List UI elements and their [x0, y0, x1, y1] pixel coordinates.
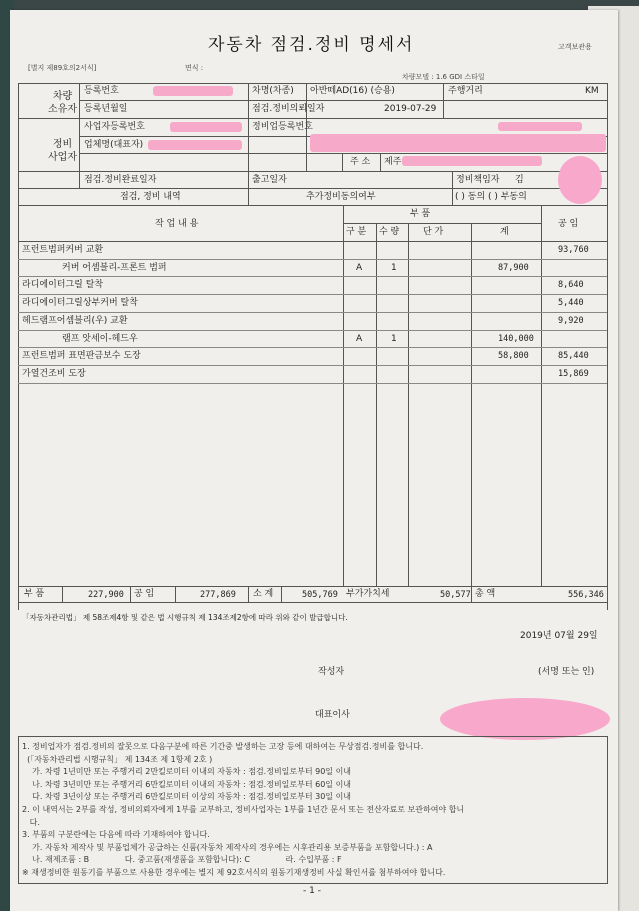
- shop-no-label: 정비업등록번호: [252, 122, 313, 132]
- grid-line: [443, 83, 444, 118]
- sign-label: (서명 또는 인): [538, 667, 595, 677]
- shop-section-label: 정비 사업자: [48, 139, 77, 163]
- labor-header: 공 임: [558, 219, 579, 229]
- redacted-stamp: [558, 156, 602, 204]
- issue-date: 2019년 07월 29일: [520, 631, 598, 641]
- grid-line: [541, 205, 542, 586]
- grid-line: [380, 153, 381, 171]
- request-date-label: 점검.정비의뢰일자: [252, 104, 325, 114]
- redacted-reg-no: [153, 86, 233, 96]
- item-labor: 8,640: [558, 280, 584, 290]
- row-line: [18, 347, 607, 348]
- frame-line: [607, 83, 608, 610]
- item-work: 라디에이터그릴 탈착: [22, 280, 104, 290]
- row-line: [18, 312, 607, 313]
- note-line: 가. 자동차 제작사 및 부품업체가 공급하는 신품(자동차 제작사의 경우에는 시후관리용 보증부품을 포함합니다.) : A: [22, 842, 433, 852]
- frame-line: [18, 83, 608, 84]
- redacted-signature: [440, 698, 610, 740]
- seal-label: 면식 :: [185, 64, 204, 72]
- item-total: 87,900: [498, 263, 529, 273]
- address-label: 주 소: [350, 157, 371, 167]
- biz-no-label: 사업자등록번호: [84, 122, 145, 132]
- grid-line: [79, 153, 607, 154]
- subtotal-value: 505,769: [302, 590, 338, 600]
- item-work: 커버 어셈블리-프론트 범퍼: [62, 263, 167, 273]
- law-text: 「자동차관리법」 제 58조제4항 및 같은 법 시행규칙 제 134조제2항에 따라 위와 같이 발급합니다.: [22, 613, 348, 622]
- grid-line: [607, 736, 608, 883]
- grid-line: [18, 188, 607, 189]
- grid-line: [376, 223, 377, 586]
- grid-line: [18, 602, 607, 603]
- note-line: 3. 부품의 구분란에는 다음에 따라 기재하여야 합니다.: [22, 830, 210, 840]
- owner-section-label: 차량 소유자: [48, 91, 77, 115]
- grand-total-label: 총 액: [475, 589, 496, 599]
- item-work: 프런트범퍼커버 교환: [22, 245, 104, 255]
- extra-work-label: 추가정비동의여부: [306, 192, 376, 202]
- row-line: [18, 330, 607, 331]
- note-line: 다.: [22, 817, 40, 827]
- note-line: 2. 이 내역서는 2부를 작성, 정비의뢰자에게 1부를 교부하고, 정비사업자는 1부를 1년간 문서 또는 전산자료로 보관하여야 합니: [22, 805, 465, 814]
- grid-line: [343, 205, 344, 586]
- item-qty: 1: [391, 334, 397, 344]
- total-labor-value: 277,869: [200, 590, 236, 600]
- grid-line: [18, 736, 19, 883]
- grid-line: [281, 586, 282, 602]
- item-total: 58,800: [498, 351, 529, 361]
- vat-label: 부가가치세: [346, 589, 390, 599]
- extra-work-consent: ( ) 동의 ( ) 부동의: [455, 192, 527, 202]
- car-name-label: 차명(차종): [252, 86, 294, 96]
- mechanic-value: 김: [515, 175, 524, 185]
- car-model-note: 차량모델 : 1.6 GDI 스타일: [402, 73, 485, 81]
- item-work: 램프 앗세이-헤드우: [62, 334, 138, 344]
- item-work: 헤드램프어셈블리(우) 교환: [22, 316, 128, 326]
- grid-line: [130, 586, 131, 602]
- mileage-label: 주행거리: [448, 86, 483, 96]
- grid-line: [471, 586, 472, 602]
- item-qty: 1: [391, 263, 397, 273]
- work-header: 작 업 내 용: [155, 219, 199, 229]
- grid-line: [18, 118, 607, 119]
- item-labor: 93,760: [558, 245, 589, 255]
- copy-type: 고객보관용: [558, 43, 592, 51]
- sub-header-qty: 수 량: [379, 227, 400, 237]
- grid-line: [18, 171, 607, 172]
- grid-line: [79, 100, 607, 101]
- grid-line: [343, 223, 541, 224]
- grid-line: [18, 241, 607, 242]
- invoice-sheet: [10, 10, 618, 911]
- note-line: 나. 재제조품 : B 다. 중고품(재생품을 포함합니다): C 라. 수입부품 : F: [22, 855, 342, 865]
- redacted-shop-no: [498, 122, 582, 131]
- ceo-label: 대표이사: [315, 710, 350, 720]
- sub-header-kind: 구 분: [346, 227, 367, 237]
- reg-no-label: 등록번호: [84, 86, 119, 96]
- page-number: - 1 -: [303, 886, 321, 896]
- note-line: ※ 재생정비한 원동기를 부품으로 사용한 경우에는 별지 제 92호서식의 원동기재생정비 사실 확인서를 첨부하여야 합니다.: [22, 868, 446, 877]
- grid-line: [248, 586, 249, 602]
- grid-line: [18, 883, 608, 884]
- note-line: 가. 차령 1년미만 또는 주행거리 2만킬로미터 이내의 자동차 : 점검.정비일로부터 90일 이내: [22, 767, 352, 777]
- sub-header-total: 계: [500, 227, 509, 237]
- shop-name-label: 업체명(대표자): [84, 140, 144, 150]
- reg-date-label: 등록년월일: [84, 104, 128, 114]
- redacted-shop-detail: [310, 134, 606, 152]
- note-line: 1. 정비업자가 점검.정비의 잘못으로 다음구분에 따른 기간중 발생하는 고장 등에 대하여는 무상점검.정비를 합니다.: [22, 742, 424, 751]
- mileage-unit: KM: [585, 86, 599, 96]
- writer-label: 작성자: [318, 667, 345, 677]
- background-top: [0, 0, 639, 10]
- item-labor: 85,440: [558, 351, 589, 361]
- row-line: [18, 383, 607, 384]
- grid-line: [452, 171, 453, 205]
- grid-line: [342, 153, 343, 171]
- redacted-shop-name: [148, 140, 242, 150]
- grid-line: [62, 586, 63, 602]
- total-parts-label: 부 품: [24, 589, 45, 599]
- item-kind: A: [356, 263, 363, 273]
- note-line: (「자동차관리법 시행규칙」 제 134조 제 1항제 2호 ): [22, 754, 213, 764]
- item-work: 가열건조비 도장: [22, 369, 86, 379]
- form-number: [별지 제89호의2서식]: [28, 64, 97, 72]
- note-line: 다. 차령 3년이상 또는 주행거리 6만킬로미터 이상의 자동차 : 점검.정비일로부터 30일 이내: [22, 792, 352, 802]
- out-date-label: 출고일자: [252, 175, 287, 185]
- grid-line: [471, 223, 472, 586]
- done-date-label: 점검.정비완료일자: [84, 175, 157, 185]
- item-labor: 9,920: [558, 316, 584, 326]
- subtotal-label: 소 계: [253, 589, 274, 599]
- content-label: 점검, 정비 내역: [120, 192, 181, 202]
- item-work: 프런트범퍼 표면판금보수 도장: [22, 351, 141, 361]
- request-date-value: 2019-07-29: [384, 104, 437, 114]
- item-kind: A: [356, 334, 363, 344]
- row-line: [18, 294, 607, 295]
- grid-line: [408, 223, 409, 586]
- row-line: [18, 276, 607, 277]
- grid-line: [175, 586, 176, 602]
- car-name-value: 아반떼AD(16) (승용): [310, 86, 395, 96]
- item-labor: 15,869: [558, 369, 589, 379]
- document-title: 자동차 점검.정비 명세서: [208, 35, 415, 55]
- item-labor: 5,440: [558, 298, 584, 308]
- grid-line: [248, 83, 249, 205]
- item-work: 라디에이터그릴상부커버 탈착: [22, 298, 138, 308]
- mechanic-label: 정비책임자: [456, 175, 500, 185]
- vat-value: 50,577: [440, 590, 471, 600]
- grand-total-value: 556,346: [568, 590, 604, 600]
- row-line: [18, 259, 607, 260]
- note-line: 나. 차령 3년미만 또는 주행거리 6만킬로미터 이내의 자동차 : 점검.정비일로부터 60일 이내: [22, 779, 352, 789]
- item-total: 140,000: [498, 334, 534, 344]
- address-value: 제주: [384, 157, 402, 167]
- redacted-biz-no: [170, 122, 242, 132]
- grid-line: [18, 205, 607, 206]
- sub-header-price: 단 가: [423, 227, 444, 237]
- redacted-address: [402, 156, 542, 166]
- grid-line: [18, 736, 608, 737]
- row-line: [18, 365, 607, 366]
- parts-header: 부 품: [410, 209, 431, 219]
- grid-line: [18, 586, 607, 587]
- total-parts-value: 227,900: [88, 590, 124, 600]
- total-labor-label: 공 임: [134, 589, 155, 599]
